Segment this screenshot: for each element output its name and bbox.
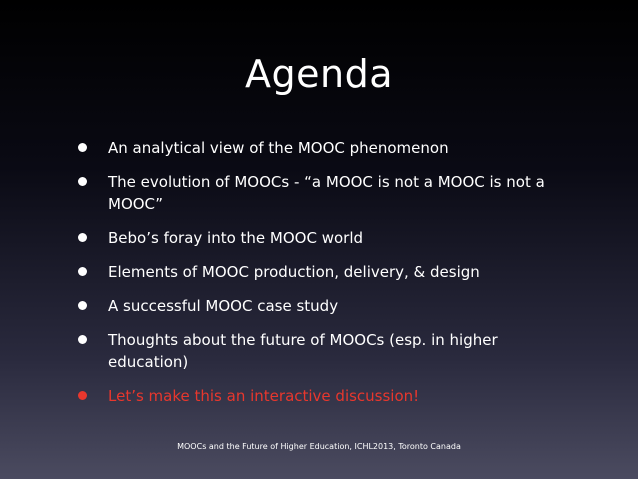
agenda-item-text: A successful MOOC case study: [108, 297, 339, 315]
agenda-item-text: Bebo’s foray into the MOOC world: [108, 229, 364, 247]
agenda-item: [78, 227, 558, 249]
agenda-item-text: Let’s make this an interactive discussion!: [108, 387, 420, 405]
agenda-item: [78, 295, 558, 317]
agenda-item-text: Elements of MOOC production, delivery, & design: [108, 263, 480, 281]
slide-title: Agenda: [245, 52, 393, 96]
bullet-icon: [78, 177, 87, 186]
agenda-item: [78, 137, 558, 159]
agenda-item-text: An analytical view of the MOOC phenomenon: [108, 139, 449, 157]
bullet-icon: [78, 301, 87, 310]
bullet-icon: [78, 233, 87, 242]
bullet-icon: [78, 267, 87, 276]
agenda-item: [78, 329, 558, 373]
agenda-item-text: The evolution of MOOCs - “a MOOC is not a MOOC is not a MOOC”: [108, 173, 545, 213]
agenda-item-text: Thoughts about the future of MOOCs (esp. in higher education): [108, 331, 498, 371]
agenda-list: [78, 137, 558, 419]
agenda-item: [78, 261, 558, 283]
slide-footer: MOOCs and the Future of Higher Education, ICHL2013, Toronto Canada: [177, 442, 461, 451]
bullet-icon: [78, 143, 87, 152]
bullet-icon: [78, 391, 87, 400]
agenda-item: [78, 171, 558, 215]
bullet-icon: [78, 335, 87, 344]
agenda-item-highlight: [78, 385, 558, 407]
